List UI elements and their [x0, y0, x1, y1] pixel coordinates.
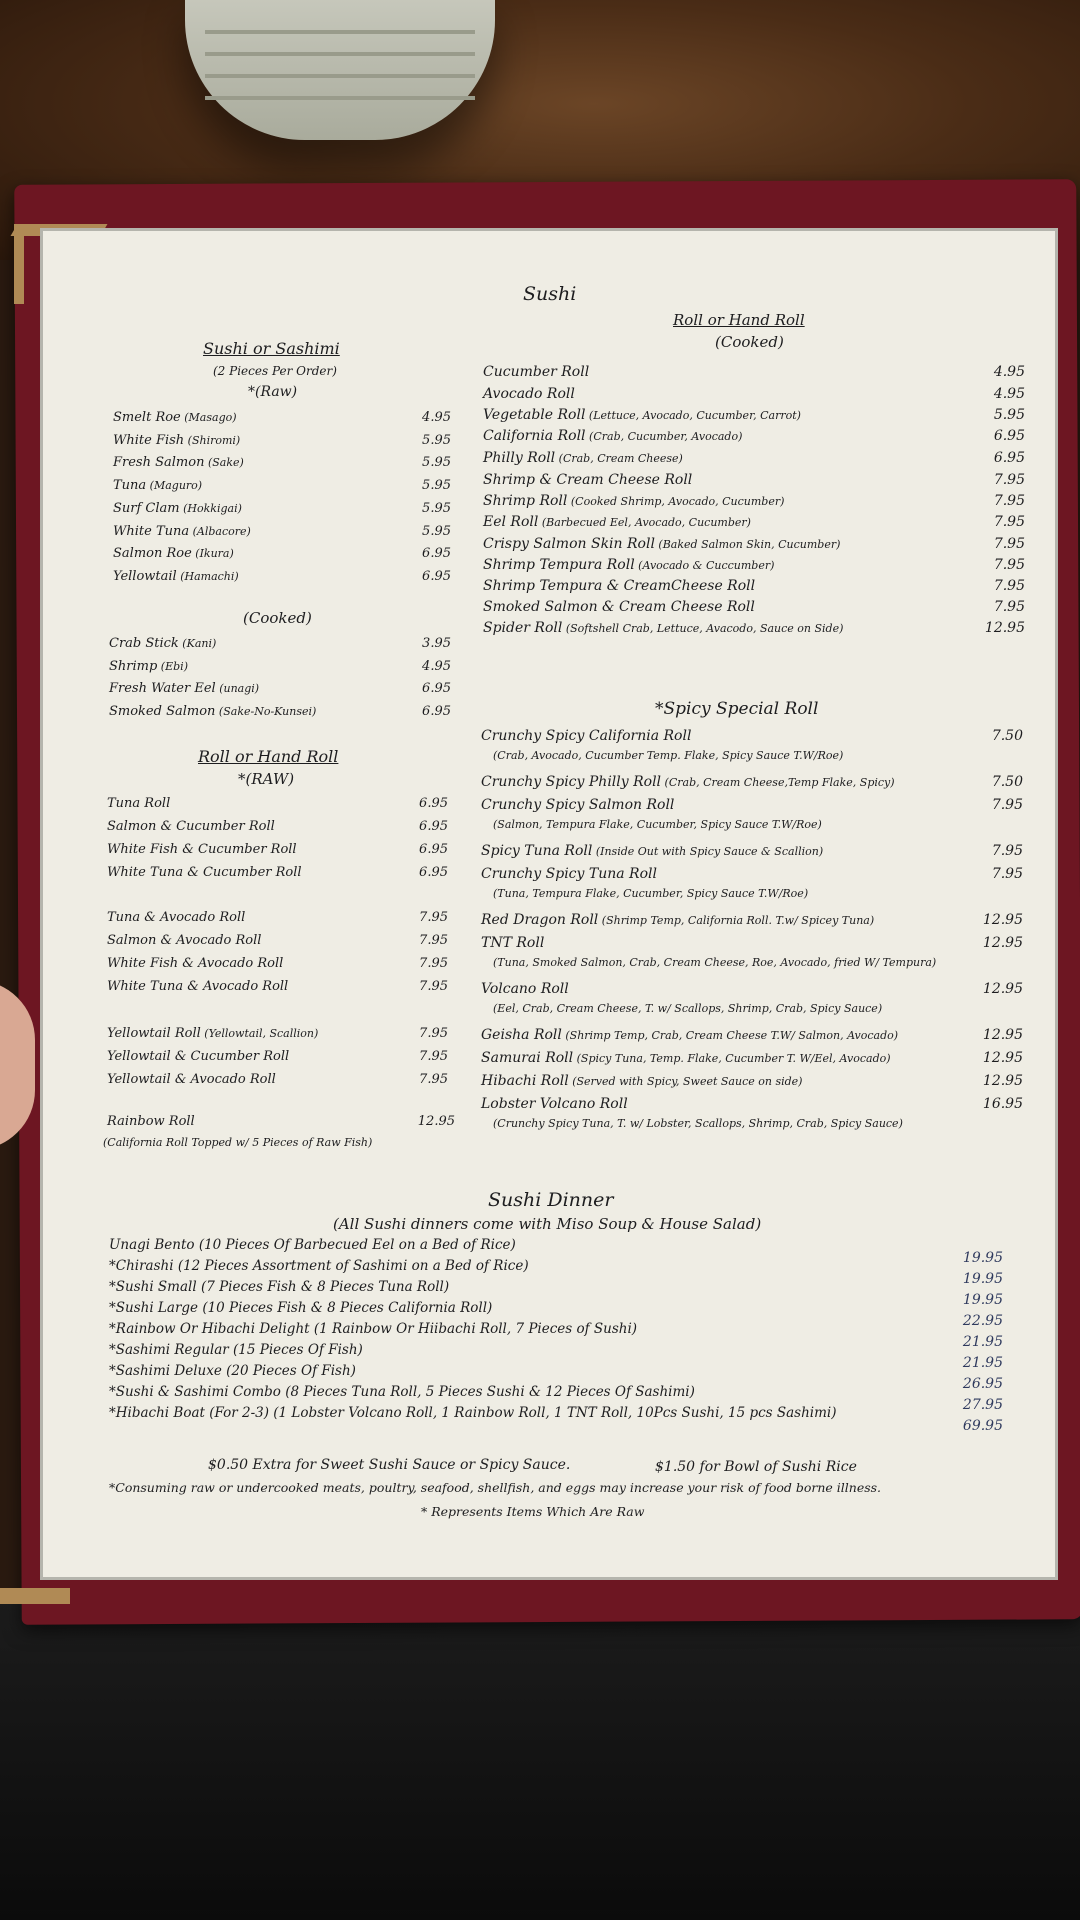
cooked-roll-item-price: 4.95	[993, 386, 1025, 402]
sashimi-raw-item-detail: (Shiromi)	[184, 433, 241, 447]
dinner-item-price: 21.95	[962, 1334, 1003, 1350]
sashimi-raw-item-name: Fresh Salmon (Sake)	[113, 455, 244, 471]
spicy-roll-sub: (Crunchy Spicy Tuna, T. w/ Lobster, Scallops, Shrimp, Crab, Spicy Sauce)	[493, 1117, 903, 1130]
sashimi-cooked-item-name: Crab Stick (Kani)	[109, 636, 217, 651]
cooked-roll-item-name: Philly Roll (Crab, Cream Cheese)	[483, 450, 683, 466]
sashimi-raw-item-price: 6.95	[422, 546, 451, 562]
spicy-roll-item-name: Red Dragon Roll (Shrimp Temp, California Roll. T.w/ Spicey Tuna)	[481, 912, 875, 928]
sashimi-cooked-item-detail: (Kani)	[178, 637, 217, 650]
dinner-item-name: *Sushi Small (7 Pieces Fish & 8 Pieces Tuna Roll)	[109, 1279, 450, 1295]
raw-roll-item-name: White Tuna & Avocado Roll	[107, 979, 289, 994]
sashimi-raw-item-price: 5.95	[422, 455, 451, 471]
sashimi-raw-item-name: Salmon Roe (Ikura)	[113, 546, 234, 562]
corner-cap-side	[14, 224, 24, 304]
raw-roll-item-name: Rainbow Roll	[107, 1114, 195, 1129]
spicy-roll-item-detail: (Shrimp Temp, California Roll. T.w/ Spicey Tuna)	[598, 914, 875, 927]
sashimi-cooked-item-name: Shrimp (Ebi)	[109, 658, 188, 674]
raw-legend: * Represents Items Which Are Raw	[421, 1504, 645, 1519]
spicy-roll-item-name: Lobster Volcano Roll	[481, 1096, 628, 1112]
cooked-roll-item-name: Vegetable Roll (Lettuce, Avocado, Cucumber, Carrot)	[483, 407, 801, 423]
dinner-item-price: 19.95	[962, 1271, 1003, 1287]
raw-roll-item-price: 7.95	[419, 956, 448, 971]
raw-warning: *Consuming raw or undercooked meats, poultry, seafood, shellfish, and eggs may increase your risk of food borne illness.	[109, 1480, 882, 1495]
raw-roll-item-name: White Fish & Cucumber Roll	[107, 842, 297, 857]
sashimi-cooked-item-price: 6.95	[422, 681, 451, 696]
cooked-roll-item-name: Spider Roll (Softshell Crab, Lettuce, Avacodo, Sauce on Side)	[483, 620, 844, 636]
cooked-roll-item-price: 7.95	[993, 514, 1025, 530]
spicy-roll-sub: (Crab, Avocado, Cucumber Temp. Flake, Spicy Sauce T.W/Roe)	[493, 749, 844, 762]
rainbow-note: (California Roll Topped w/ 5 Pieces of Raw Fish)	[103, 1136, 373, 1149]
sashimi-cooked-item-price: 3.95	[422, 636, 451, 651]
dinner-item-name: *Rainbow Or Hibachi Delight (1 Rainbow Or Hiibachi Roll, 7 Pieces of Sushi)	[109, 1321, 638, 1337]
sashimi-cooked-item-name: Fresh Water Eel (unagi)	[109, 681, 260, 696]
sashimi-raw-item-price: 4.95	[422, 410, 451, 425]
spicy-roll-item-name: Crunchy Spicy Philly Roll (Crab, Cream Cheese,Temp Flake, Spicy)	[481, 774, 895, 790]
dinner-item-price: 69.95	[962, 1418, 1003, 1434]
cooked-roll-item-price: 12.95	[984, 620, 1025, 636]
sashimi-cooked-label: (Cooked)	[243, 609, 312, 627]
cooked-roll-item-detail: (Crab, Cream Cheese)	[555, 452, 683, 465]
spicy-roll-item-name: Samurai Roll (Spicy Tuna, Temp. Flake, Cucumber T. W/Eel, Avocado)	[481, 1050, 891, 1066]
dinner-item-name: *Sashimi Deluxe (20 Pieces Of Fish)	[109, 1363, 356, 1379]
spicy-roll-item-price: 12.95	[982, 981, 1023, 997]
raw-roll-item-name: White Fish & Avocado Roll	[107, 956, 284, 971]
sashimi-raw-item-price: 5.95	[422, 523, 451, 539]
raw-roll-item-price: 7.95	[419, 1026, 448, 1041]
cooked-roll-item-detail: (Softshell Crab, Lettuce, Avacodo, Sauce on Side)	[562, 622, 844, 635]
raw-roll-item-detail: (Yellowtail, Scallion)	[200, 1027, 319, 1040]
dinner-item-price: 22.95	[962, 1313, 1003, 1329]
lap-background	[0, 1600, 1080, 1920]
spicy-roll-item-detail: (Shrimp Temp, Crab, Cream Cheese T.W/ Salmon, Avocado)	[561, 1029, 899, 1042]
cooked-roll-item-name: Cucumber Roll	[483, 364, 590, 380]
dinner-item-name: Unagi Bento (10 Pieces Of Barbecued Eel on a Bed of Rice)	[109, 1237, 516, 1253]
sashimi-raw-item-detail: (Albacore)	[189, 524, 251, 538]
corner-cap-bottom	[0, 1588, 70, 1604]
dinner-item-price: 27.95	[962, 1397, 1003, 1413]
sashimi-note: (2 Pieces Per Order)	[213, 364, 337, 378]
raw-roll-item-price: 6.95	[419, 819, 448, 834]
dinner-item-price: 21.95	[962, 1355, 1003, 1371]
raw-roll-item-name: Salmon & Cucumber Roll	[107, 819, 275, 834]
spicy-roll-item-price: 7.95	[991, 843, 1023, 859]
spicy-roll-item-price: 12.95	[982, 1050, 1023, 1066]
cooked-roll-item-name: Avocado Roll	[483, 386, 575, 402]
sashimi-cooked-item-price: 4.95	[422, 658, 451, 674]
raw-roll-item-price: 6.95	[419, 865, 448, 880]
cooked-roll-item-price: 6.95	[993, 450, 1025, 466]
raw-roll-item-price: 7.95	[419, 933, 448, 948]
spicy-roll-item-price: 7.50	[991, 774, 1023, 790]
cooked-roll-item-name: California Roll (Crab, Cucumber, Avocado)	[483, 428, 743, 444]
raw-roll-item-price: 6.95	[419, 842, 448, 857]
cooked-roll-item-price: 7.95	[993, 472, 1025, 488]
sashimi-cooked-item-detail: (Sake-No-Kunsei)	[215, 704, 317, 718]
raw-roll-item-price: 12.95	[417, 1114, 455, 1129]
raw-roll-item-name: Salmon & Avocado Roll	[107, 933, 262, 948]
spicy-roll-item-price: 7.95	[991, 866, 1023, 882]
dinner-note: (All Sushi dinners come with Miso Soup & House Salad)	[333, 1215, 762, 1233]
sashimi-raw-item-detail: (Hamachi)	[176, 569, 239, 583]
raw-rolls-sub: *(RAW)	[238, 770, 295, 788]
sashimi-raw-label: *(Raw)	[248, 384, 298, 400]
sashimi-cooked-item-price: 6.95	[422, 703, 451, 719]
spicy-roll-item-name: Volcano Roll	[481, 981, 569, 997]
spicy-roll-item-detail: (Inside Out with Spicy Sauce & Scallion)	[592, 845, 824, 858]
cooked-roll-item-price: 4.95	[993, 364, 1025, 380]
raw-roll-item-name: Yellowtail Roll (Yellowtail, Scallion)	[107, 1026, 319, 1041]
cooked-roll-item-price: 7.95	[993, 536, 1025, 552]
cooked-roll-item-name: Shrimp & Cream Cheese Roll	[483, 472, 693, 488]
dinner-item-name: *Sushi Large (10 Pieces Fish & 8 Pieces California Roll)	[109, 1300, 493, 1316]
menu-page	[40, 228, 1058, 1580]
sashimi-cooked-item-detail: (Ebi)	[157, 659, 188, 673]
spicy-roll-item-name: Crunchy Spicy Salmon Roll	[481, 797, 675, 813]
sashimi-heading: Sushi or Sashimi	[203, 339, 340, 358]
spicy-roll-item-name: TNT Roll	[481, 935, 545, 951]
cooked-rolls-sub: (Cooked)	[715, 333, 784, 351]
sashimi-raw-item-detail: (Sake)	[204, 456, 244, 470]
rice-note: $1.50 for Bowl of Sushi Rice	[655, 1459, 857, 1475]
raw-roll-item-price: 7.95	[419, 1072, 448, 1087]
sashimi-raw-item-price: 5.95	[422, 500, 451, 516]
spicy-roll-sub: (Tuna, Tempura Flake, Cucumber, Spicy Sauce T.W/Roe)	[493, 887, 809, 900]
cooked-roll-item-price: 7.95	[993, 493, 1025, 509]
cooked-roll-item-price: 7.95	[993, 578, 1025, 594]
sashimi-raw-item-detail: (Masago)	[180, 411, 237, 424]
spicy-roll-sub: (Tuna, Smoked Salmon, Crab, Cream Cheese, Roe, Avocado, fried W/ Tempura)	[493, 956, 937, 969]
sashimi-raw-item-detail: (Ikura)	[191, 547, 234, 561]
spicy-roll-item-name: Geisha Roll (Shrimp Temp, Crab, Cream Cheese T.W/ Salmon, Avocado)	[481, 1027, 899, 1043]
spicy-roll-item-price: 12.95	[982, 935, 1023, 951]
spicy-roll-sub: (Eel, Crab, Cream Cheese, T. w/ Scallops, Shrimp, Crab, Spicy Sauce)	[493, 1002, 883, 1015]
sashimi-cooked-item-detail: (unagi)	[215, 682, 260, 695]
spicy-roll-item-price: 12.95	[982, 912, 1023, 928]
dinner-item-name: *Sushi & Sashimi Combo (8 Pieces Tuna Roll, 5 Pieces Sushi & 12 Pieces Of Sashimi)	[109, 1384, 695, 1400]
cooked-roll-item-name: Shrimp Tempura Roll (Avocado & Cuccumber)	[483, 557, 775, 573]
sashimi-raw-item-name: Surf Clam (Hokkigai)	[113, 500, 242, 516]
spicy-roll-item-price: 7.50	[991, 728, 1023, 744]
cooked-roll-item-price: 7.95	[993, 599, 1025, 615]
raw-roll-item-name: Tuna Roll	[107, 796, 171, 811]
raw-roll-item-name: Tuna & Avocado Roll	[107, 910, 246, 925]
dinner-item-price: 19.95	[962, 1250, 1003, 1266]
raw-roll-item-price: 7.95	[419, 1049, 448, 1064]
spicy-roll-item-name: Spicy Tuna Roll (Inside Out with Spicy Sauce & Scallion)	[481, 843, 824, 859]
spicy-roll-item-detail: (Spicy Tuna, Temp. Flake, Cucumber T. W/Eel, Avocado)	[573, 1052, 891, 1065]
raw-roll-item-price: 7.95	[419, 910, 448, 925]
sashimi-raw-item-name: Tuna (Maguro)	[113, 478, 203, 494]
sashimi-raw-item-detail: (Hokkigai)	[179, 501, 242, 515]
dinner-item-name: *Hibachi Boat (For 2-3) (1 Lobster Volcano Roll, 1 Rainbow Roll, 1 TNT Roll, 10Pcs Sushi, 15 pcs Sashimi)	[109, 1405, 837, 1421]
dinner-item-price: 26.95	[962, 1376, 1003, 1392]
sashimi-raw-item-price: 5.95	[422, 478, 451, 494]
cooked-roll-item-name: Smoked Salmon & Cream Cheese Roll	[483, 599, 755, 615]
spicy-roll-item-price: 16.95	[982, 1096, 1023, 1112]
cooked-roll-item-price: 5.95	[993, 407, 1025, 423]
spicy-roll-item-price: 12.95	[982, 1027, 1023, 1043]
raw-roll-item-name: Yellowtail & Cucumber Roll	[107, 1049, 290, 1064]
raw-rolls-heading: Roll or Hand Roll	[198, 747, 339, 766]
cooked-roll-item-detail: (Avocado & Cuccumber)	[634, 559, 775, 572]
extra-sauce-note: $0.50 Extra for Sweet Sushi Sauce or Spicy Sauce.	[208, 1457, 571, 1473]
sashimi-raw-item-name: White Fish (Shiromi)	[113, 432, 241, 448]
spicy-roll-item-name: Crunchy Spicy California Roll	[481, 728, 692, 744]
sashimi-raw-item-name: White Tuna (Albacore)	[113, 523, 251, 539]
cooked-roll-item-detail: (Baked Salmon Skin, Cucumber)	[654, 538, 841, 551]
cooked-roll-item-name: Eel Roll (Barbecued Eel, Avocado, Cucumber)	[483, 514, 751, 530]
sashimi-raw-item-price: 5.95	[422, 432, 451, 448]
raw-roll-item-price: 6.95	[419, 796, 448, 811]
cooked-roll-item-price: 7.95	[993, 557, 1025, 573]
raw-roll-item-name: Yellowtail & Avocado Roll	[107, 1072, 276, 1087]
page-title: Sushi	[523, 283, 577, 305]
cooked-roll-item-name: Crispy Salmon Skin Roll (Baked Salmon Skin, Cucumber)	[483, 536, 841, 552]
spicy-roll-item-price: 7.95	[991, 797, 1023, 813]
spicy-roll-item-detail: (Crab, Cream Cheese,Temp Flake, Spicy)	[661, 776, 895, 789]
sashimi-raw-item-name: Smelt Roe (Masago)	[113, 410, 237, 425]
dinner-item-name: *Chirashi (12 Pieces Assortment of Sashimi on a Bed of Rice)	[109, 1258, 529, 1274]
cooked-roll-item-detail: (Cooked Shrimp, Avocado, Cucumber)	[567, 495, 785, 508]
spicy-roll-item-price: 12.95	[982, 1073, 1023, 1089]
cooked-roll-item-detail: (Lettuce, Avocado, Cucumber, Carrot)	[585, 409, 801, 422]
sashimi-raw-item-price: 6.95	[422, 568, 451, 584]
raw-roll-item-price: 7.95	[419, 979, 448, 994]
sashimi-raw-item-detail: (Maguro)	[146, 479, 203, 493]
cooked-roll-item-name: Shrimp Tempura & CreamCheese Roll	[483, 578, 756, 594]
sashimi-raw-item-name: Yellowtail (Hamachi)	[113, 568, 239, 584]
cooked-roll-item-price: 6.95	[993, 428, 1025, 444]
cooked-roll-item-detail: (Crab, Cucumber, Avocado)	[585, 430, 743, 443]
dinner-heading: Sushi Dinner	[488, 1189, 614, 1211]
cooked-rolls-heading: Roll or Hand Roll	[673, 311, 805, 329]
spicy-heading: *Spicy Special Roll	[655, 699, 819, 719]
cooked-roll-item-name: Shrimp Roll (Cooked Shrimp, Avocado, Cucumber)	[483, 493, 785, 509]
dinner-item-name: *Sashimi Regular (15 Pieces Of Fish)	[109, 1342, 363, 1358]
cooked-roll-item-detail: (Barbecued Eel, Avocado, Cucumber)	[538, 516, 751, 529]
spicy-roll-item-name: Hibachi Roll (Served with Spicy, Sweet Sauce on side)	[481, 1073, 803, 1089]
spicy-roll-item-detail: (Served with Spicy, Sweet Sauce on side)	[568, 1075, 803, 1088]
dinner-item-price: 19.95	[962, 1292, 1003, 1308]
sashimi-cooked-item-name: Smoked Salmon (Sake-No-Kunsei)	[109, 703, 317, 719]
raw-roll-item-name: White Tuna & Cucumber Roll	[107, 865, 302, 880]
spicy-roll-item-name: Crunchy Spicy Tuna Roll	[481, 866, 657, 882]
spicy-roll-sub: (Salmon, Tempura Flake, Cucumber, Spicy Sauce T.W/Roe)	[493, 818, 822, 831]
